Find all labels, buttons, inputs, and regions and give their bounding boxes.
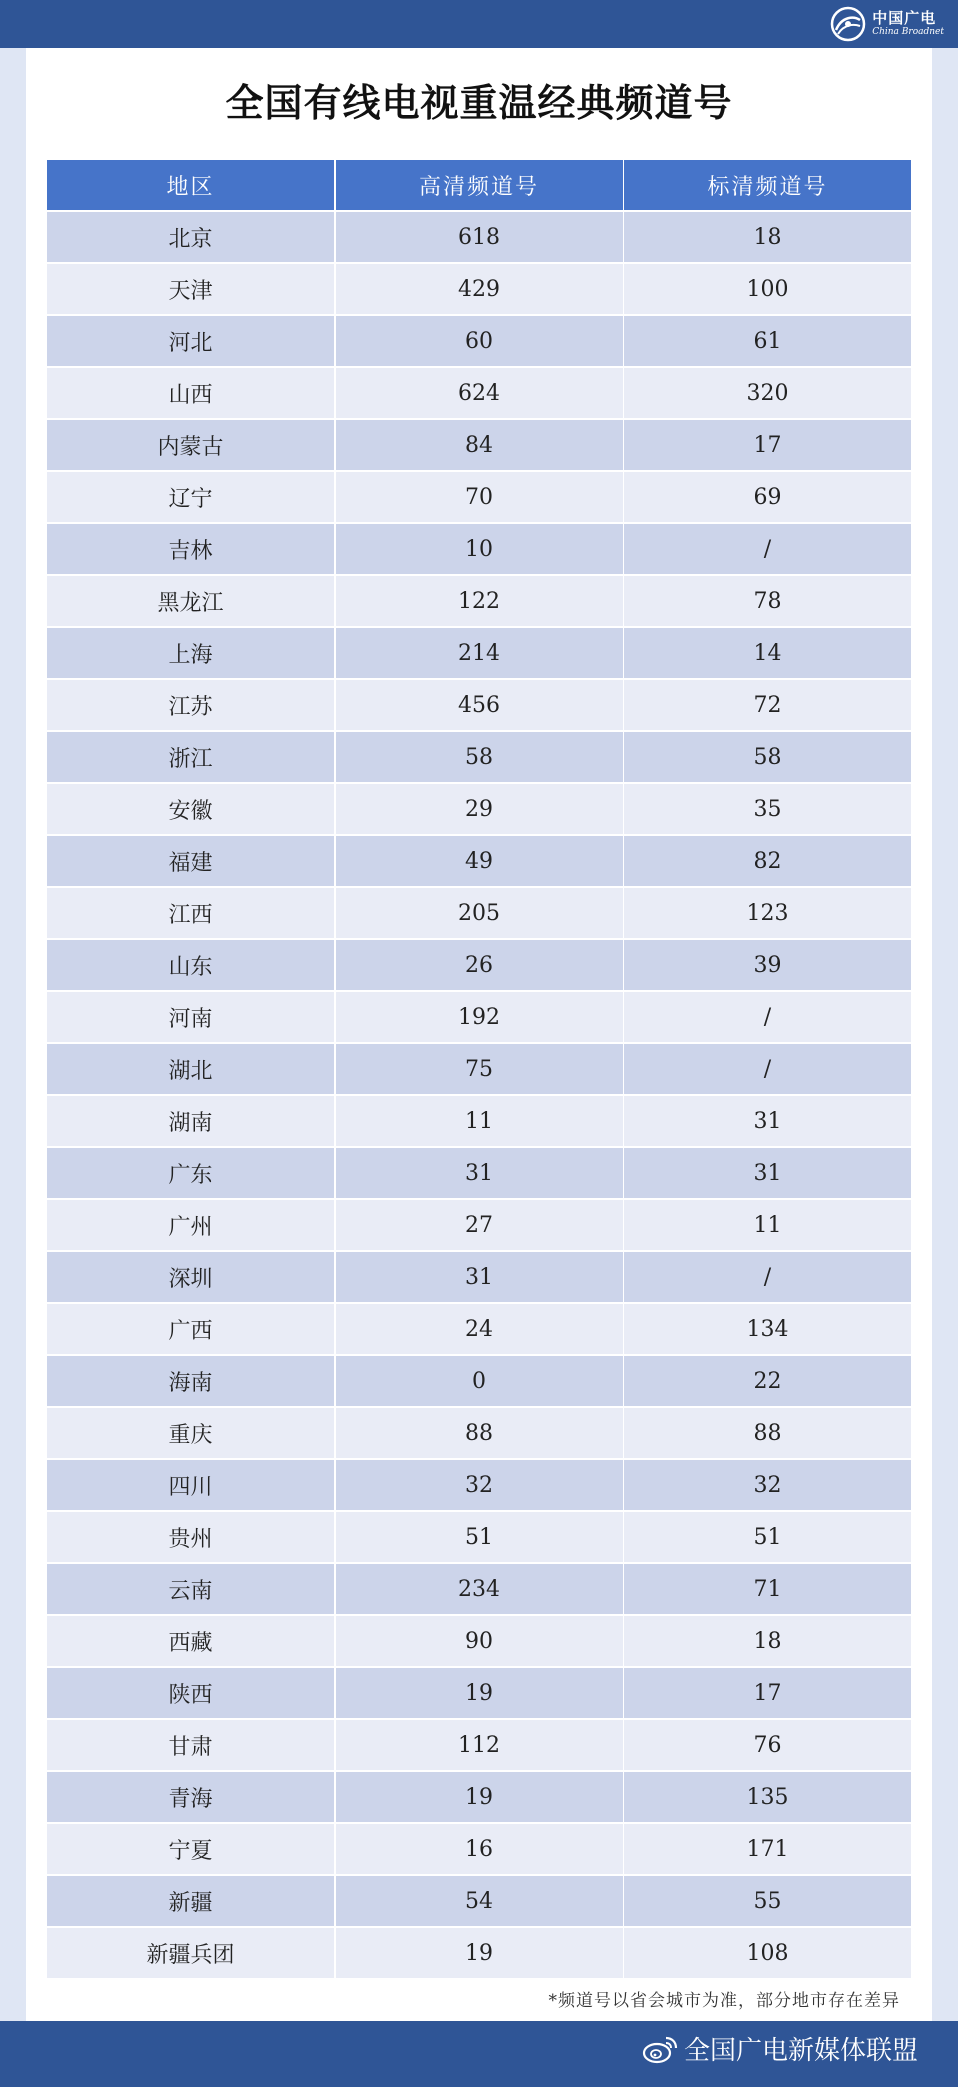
table-row [47,1928,911,1980]
table-row [47,836,911,888]
table-row [47,1408,911,1460]
header-hd-channel: 高清频道号 [336,160,623,210]
region-cell: 山西 [47,368,334,418]
table-row [47,888,911,940]
table-row [47,992,911,1044]
sd-channel-cell: 39 [624,940,911,990]
sd-channel-cell: 171 [624,1824,911,1874]
hd-channel-cell: 32 [336,1460,623,1510]
region-cell: 吉林 [47,524,334,574]
sd-channel-cell: 320 [624,368,911,418]
sd-channel-cell: 31 [624,1096,911,1146]
table-row [47,524,911,576]
table-row [47,1044,911,1096]
hd-channel-cell: 0 [336,1356,623,1406]
weibo-icon [642,2034,678,2064]
hd-channel-cell: 19 [336,1668,623,1718]
hd-channel-cell: 112 [336,1720,623,1770]
region-cell: 内蒙古 [47,420,334,470]
hd-channel-cell: 16 [336,1824,623,1874]
region-cell: 湖南 [47,1096,334,1146]
region-cell: 浙江 [47,732,334,782]
table-row [47,1460,911,1512]
hd-channel-cell: 214 [336,628,623,678]
region-cell: 贵州 [47,1512,334,1562]
hd-channel-cell: 24 [336,1304,623,1354]
hd-channel-cell: 29 [336,784,623,834]
region-cell: 湖北 [47,1044,334,1094]
header-region: 地区 [47,160,334,210]
sd-channel-cell: 61 [624,316,911,366]
sd-channel-cell: 32 [624,1460,911,1510]
page-title: 全国有线电视重温经典频道号 [225,80,733,125]
table-row [47,368,911,420]
brand-name-en: China Broadnet [872,27,944,37]
region-cell: 广州 [47,1200,334,1250]
region-cell: 新疆 [47,1876,334,1926]
region-cell: 黑龙江 [47,576,334,626]
region-cell: 重庆 [47,1408,334,1458]
region-cell: 山东 [47,940,334,990]
sd-channel-cell: 72 [624,680,911,730]
sd-channel-cell: 58 [624,732,911,782]
region-cell: 甘肃 [47,1720,334,1770]
sd-channel-cell: 108 [624,1928,911,1978]
sd-channel-cell: 18 [624,1616,911,1666]
hd-channel-cell: 19 [336,1772,623,1822]
sd-channel-cell: 55 [624,1876,911,1926]
table-row [47,1876,911,1928]
sd-channel-cell: 76 [624,1720,911,1770]
hd-channel-cell: 234 [336,1564,623,1614]
sd-channel-cell: 35 [624,784,911,834]
channel-table [47,160,911,1980]
hd-channel-cell: 122 [336,576,623,626]
table-row [47,1564,911,1616]
hd-channel-cell: 70 [336,472,623,522]
region-cell: 深圳 [47,1252,334,1302]
weibo-watermark [642,2030,918,2067]
sd-channel-cell: 51 [624,1512,911,1562]
sd-channel-cell: / [624,1252,911,1302]
broadnet-logo-icon [830,6,866,42]
hd-channel-cell: 75 [336,1044,623,1094]
header-sd-channel: 标清频道号 [624,160,911,210]
hd-channel-cell: 618 [336,212,623,262]
sd-channel-cell: 134 [624,1304,911,1354]
sd-channel-cell: 31 [624,1148,911,1198]
region-cell: 河南 [47,992,334,1042]
sd-channel-cell: 17 [624,420,911,470]
table-row [47,784,911,836]
table-row [47,1772,911,1824]
table-row [47,1668,911,1720]
region-cell: 四川 [47,1460,334,1510]
region-cell: 青海 [47,1772,334,1822]
hd-channel-cell: 19 [336,1928,623,1978]
hd-channel-cell: 88 [336,1408,623,1458]
region-cell: 云南 [47,1564,334,1614]
hd-channel-cell: 205 [336,888,623,938]
region-cell: 安徽 [47,784,334,834]
hd-channel-cell: 54 [336,1876,623,1926]
hd-channel-cell: 51 [336,1512,623,1562]
sd-channel-cell: 78 [624,576,911,626]
table-row [47,420,911,472]
region-cell: 陕西 [47,1668,334,1718]
table-row [47,940,911,992]
table-row [47,732,911,784]
sd-channel-cell: 17 [624,1668,911,1718]
sd-channel-cell: / [624,524,911,574]
hd-channel-cell: 456 [336,680,623,730]
hd-channel-cell: 60 [336,316,623,366]
sd-channel-cell: 14 [624,628,911,678]
region-cell: 江西 [47,888,334,938]
region-cell: 北京 [47,212,334,262]
region-cell: 宁夏 [47,1824,334,1874]
table-row [47,1356,911,1408]
hd-channel-cell: 27 [336,1200,623,1250]
table-row [47,316,911,368]
sd-channel-cell: 88 [624,1408,911,1458]
table-row [47,472,911,524]
region-cell: 河北 [47,316,334,366]
table-row [47,212,911,264]
sd-channel-cell: 100 [624,264,911,314]
region-cell: 海南 [47,1356,334,1406]
sd-channel-cell: 18 [624,212,911,262]
watermark-text: 全国广电新媒体联盟 [683,2036,918,2066]
hd-channel-cell: 624 [336,368,623,418]
region-cell: 西藏 [47,1616,334,1666]
hd-channel-cell: 58 [336,732,623,782]
table-row [47,1200,911,1252]
hd-channel-cell: 84 [336,420,623,470]
sd-channel-cell: 71 [624,1564,911,1614]
sd-channel-cell: 22 [624,1356,911,1406]
sd-channel-cell: 11 [624,1200,911,1250]
region-cell: 广东 [47,1148,334,1198]
hd-channel-cell: 26 [336,940,623,990]
region-cell: 新疆兵团 [47,1928,334,1978]
table-row [47,1304,911,1356]
brand-name-cn: 中国广电 [872,9,937,27]
region-cell: 福建 [47,836,334,886]
hd-channel-cell: 192 [336,992,623,1042]
table-row [47,1096,911,1148]
sd-channel-cell: 69 [624,472,911,522]
table-row [47,576,911,628]
hd-channel-cell: 429 [336,264,623,314]
table-row [47,1720,911,1772]
footnote: *频道号以省会城市为准，部分地市存在差异 [548,1991,900,2011]
table-header-row [47,160,911,212]
hd-channel-cell: 31 [336,1252,623,1302]
sd-channel-cell: / [624,992,911,1042]
region-cell: 江苏 [47,680,334,730]
sd-channel-cell: / [624,1044,911,1094]
region-cell: 天津 [47,264,334,314]
sd-channel-cell: 135 [624,1772,911,1822]
top-bar [0,0,958,48]
hd-channel-cell: 49 [336,836,623,886]
table-row [47,1252,911,1304]
sd-channel-cell: 123 [624,888,911,938]
table-row [47,1824,911,1876]
hd-channel-cell: 10 [336,524,623,574]
table-row [47,628,911,680]
hd-channel-cell: 11 [336,1096,623,1146]
table-row [47,1512,911,1564]
region-cell: 辽宁 [47,472,334,522]
brand-logo [830,4,944,44]
table-row [47,1616,911,1668]
region-cell: 广西 [47,1304,334,1354]
hd-channel-cell: 90 [336,1616,623,1666]
table-row [47,1148,911,1200]
sd-channel-cell: 82 [624,836,911,886]
table-row [47,264,911,316]
region-cell: 上海 [47,628,334,678]
hd-channel-cell: 31 [336,1148,623,1198]
table-row [47,680,911,732]
